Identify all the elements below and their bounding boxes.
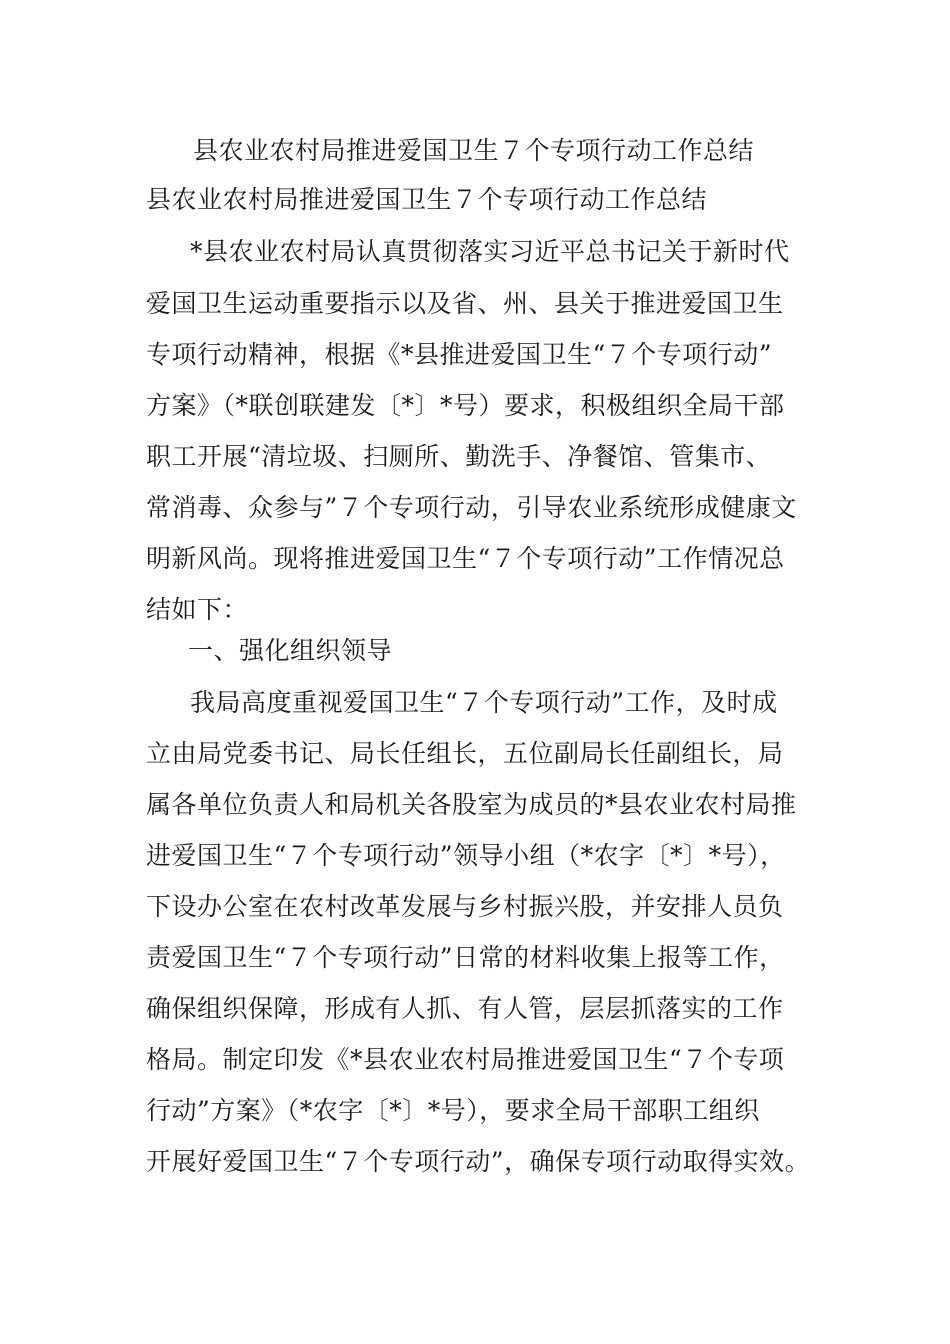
document-title: 县农业农村局推进爱国卫生７个专项行动工作总结 xyxy=(146,185,708,214)
intro-line: 爱国卫生运动重要指示以及省、州、县关于推进爱国卫生 xyxy=(146,289,784,318)
intro-line: 明新风尚。现将推进爱国卫生“７个专项行动”工作情况总 xyxy=(146,544,785,573)
intro-line: 方案》（*联创联建发〔*〕*号）要求，积极组织全局干部 xyxy=(146,391,785,420)
intro-line: 结如下： xyxy=(146,595,249,624)
intro-line: 专项行动精神，根据《*县推进爱国卫生“７个专项行动” xyxy=(146,340,773,369)
section-line: 格局。制定印发《*县农业农村局推进爱国卫生“７个专项 xyxy=(146,1045,785,1074)
header-title: 县农业农村局推进爱国卫生７个专项行动工作总结 xyxy=(193,136,755,165)
section-line: 立由局党委书记、局长任组长，五位副局长任副组长，局 xyxy=(146,739,784,768)
section-line: 责爱国卫生“７个专项行动”日常的材料收集上报等工作， xyxy=(146,943,785,972)
section-line: 开展好爱国卫生“７个专项行动”，确保专项行动取得实效。 xyxy=(146,1147,811,1176)
intro-line: *县农业农村局认真贯彻落实习近平总书记关于新时代 xyxy=(190,237,790,266)
section-line: 行动”方案》（*农字〔*〕*号），要求全局干部职工组织 xyxy=(146,1096,760,1125)
section-line: 确保组织保障，形成有人抓、有人管，层层抓落实的工作 xyxy=(146,994,784,1023)
section-line: 进爱国卫生“７个专项行动”领导小组（*农字〔*〕*号）， xyxy=(146,841,786,870)
section-line: 我局高度重视爱国卫生“７个专项行动”工作，及时成 xyxy=(190,688,778,717)
intro-line: 职工开展“清垃圾、扫厕所、勤洗手、净餐馆、管集市、 xyxy=(146,442,772,471)
intro-line: 常消毒、众参与”７个专项行动，引导农业系统形成健康文 xyxy=(146,493,797,522)
section-heading: 一、强化组织领导 xyxy=(188,636,393,665)
section-line: 属各单位负责人和局机关各股室为成员的*县农业农村局推 xyxy=(146,790,797,819)
section-line: 下设办公室在农村改革发展与乡村振兴股，并安排人员负 xyxy=(146,892,784,921)
